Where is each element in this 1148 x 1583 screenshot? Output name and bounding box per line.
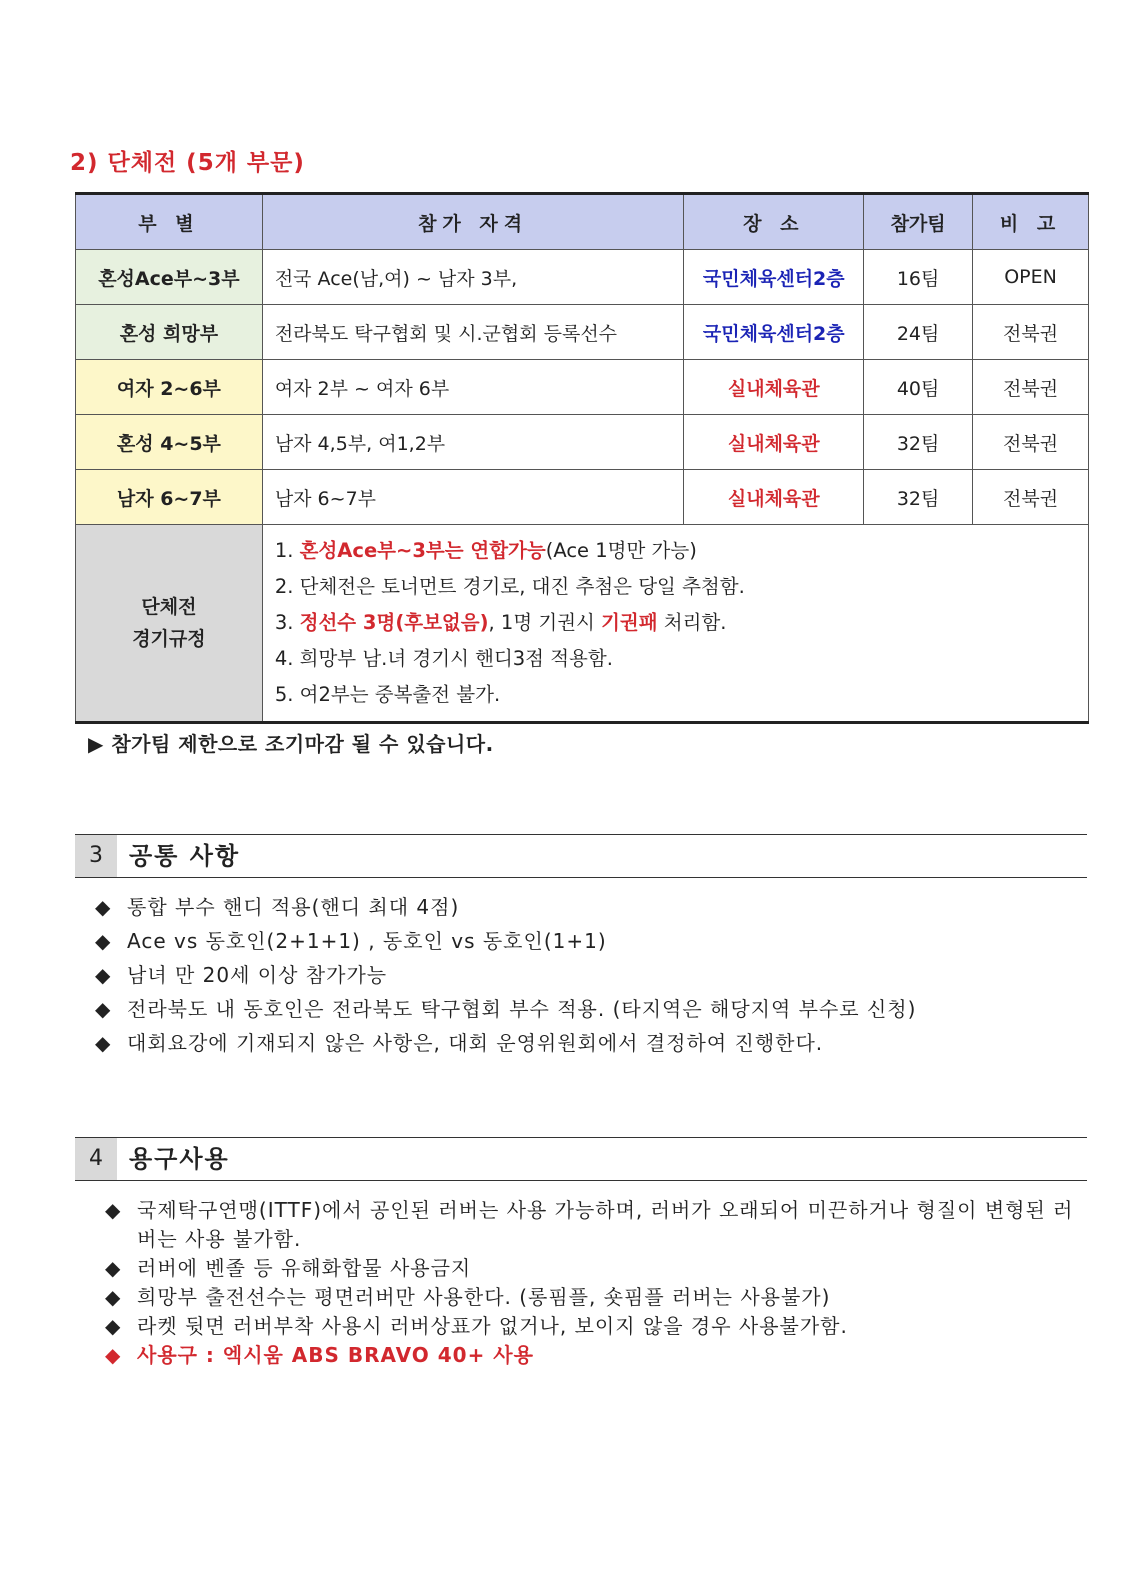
table-header-row [76,194,1089,250]
venue-cell: 실내체육관 [684,415,864,470]
list-item: ◆ Ace vs 동호인(2+1+1) , 동호인 vs 동호인(1+1) [95,924,916,958]
rule-highlight: 혼성Ace부~3부는 연합가능 [299,539,546,562]
rule-item [275,533,1076,569]
list-item: ◆ 사용구 : 엑시움 ABS BRAVO 40+ 사용 [105,1341,1090,1370]
header-venue: 장 소 [684,194,864,250]
section-3-header [75,834,1087,878]
rule-item: 5. 여2부는 중복출전 불가. [274,683,501,706]
teams-cell: 24팀 [864,305,973,360]
section-number: 4 [75,1138,117,1180]
diamond-bullet-icon: ◆ [95,997,112,1021]
rules-content-cell [262,525,1088,723]
list-item: ◆ 대회요강에 기재되지 않은 사항은, 대회 운영위원회에서 결정하여 진행한다. [95,1026,916,1060]
division-cell: 혼성Ace부~3부 [76,250,263,305]
division-cell: 여자 2~6부 [76,360,263,415]
rules-label-cell [76,525,263,723]
rules-label-line1: 단체전 [141,596,197,618]
section-title: 2) 단체전 (5개 부문) [70,150,305,176]
section-heading: 용구사용 [129,1145,230,1173]
qualification-cell: 남자 4,5부, 여1,2부 [262,415,684,470]
list-item: ◆ 라켓 뒷면 러버부착 사용시 러버상표가 없거나, 보이지 않을 경우 사용불가함. [105,1312,1090,1341]
common-items-list [95,890,916,1060]
venue-cell: 국민체육센터2층 [684,250,864,305]
header-qualification: 참가 자격 [262,194,684,250]
teams-cell: 40팀 [864,360,973,415]
team-event-table [75,192,1089,724]
note-cell: OPEN [973,250,1089,305]
rule-text: (Ace 1명만 가능) [545,539,697,562]
division-cell: 남자 6~7부 [76,470,263,525]
venue-cell: 국민체육센터2층 [684,305,864,360]
teams-cell: 16팀 [864,250,973,305]
division-cell: 혼성 희망부 [76,305,263,360]
venue-cell: 실내체육관 [684,470,864,525]
qualification-cell: 남자 6~7부 [262,470,684,525]
note-cell: 전북권 [973,305,1089,360]
rule-number: 1. [274,539,294,562]
rule-item: 2. 단체전은 토너먼트 경기로, 대진 추첨은 당일 추첨함. [274,575,745,598]
teams-cell: 32팀 [864,470,973,525]
diamond-bullet-icon: ◆ [105,1198,122,1222]
table-row [76,250,1089,305]
teams-cell: 32팀 [864,415,973,470]
list-item: ◆ 남녀 만 20세 이상 참가가능 [95,958,916,992]
rule-item: 4. 희망부 남.녀 경기시 핸디3점 적용함. [274,647,613,670]
rules-label-line2: 경기규정 [132,628,206,650]
rule-highlight: 정선수 3명(후보없음) [299,611,489,634]
table-row [76,470,1089,525]
section-heading: 공통 사항 [129,842,241,870]
equipment-items-list [105,1196,1090,1370]
list-item: ◆ 국제탁구연맹(ITTF)에서 공인된 러버는 사용 가능하며, 러버가 오래되어 미끈하거나 형질이 변형된 러버는 사용 불가함. [105,1196,1090,1254]
venue-cell: 실내체육관 [684,360,864,415]
diamond-bullet-icon: ◆ [105,1343,122,1367]
rules-list [263,525,1088,721]
list-item: ◆ 희망부 출전선수는 평면러버만 사용한다. (롱핌플, 숏핌플 러버는 사용불가) [105,1283,1090,1312]
header-division: 부 별 [76,194,263,250]
qualification-cell: 전국 Ace(남,여) ~ 남자 3부, [262,250,684,305]
rule-highlight: 기권패 [601,611,658,634]
table-row [76,415,1089,470]
diamond-bullet-icon: ◆ [95,929,112,953]
diamond-bullet-icon: ◆ [105,1314,122,1338]
list-item: ◆ 통합 부수 핸디 적용(핸디 최대 4점) [95,890,916,924]
qualification-cell: 전라북도 탁구협회 및 시.군협회 등록선수 [262,305,684,360]
diamond-bullet-icon: ◆ [105,1285,122,1309]
table-row [76,360,1089,415]
note-cell: 전북권 [973,470,1089,525]
rule-text: 처리함. [663,611,727,634]
header-note: 비 고 [973,194,1089,250]
list-item: ◆ 전라북도 내 동호인은 전라북도 탁구협회 부수 적용. (타지역은 해당지역 부수로 신청) [95,992,916,1026]
section-number: 3 [75,835,117,877]
diamond-bullet-icon: ◆ [105,1256,122,1280]
rule-number: 3. [274,611,294,634]
table-row [76,305,1089,360]
rules-row [76,525,1089,723]
list-item: ◆ 러버에 벤졸 등 유해화합물 사용금지 [105,1254,1090,1283]
division-cell: 혼성 4~5부 [76,415,263,470]
diamond-bullet-icon: ◆ [95,963,112,987]
section-4-header [75,1137,1087,1181]
header-teams: 참가팀 [864,194,973,250]
diamond-bullet-icon: ◆ [95,1031,112,1055]
note-cell: 전북권 [973,360,1089,415]
qualification-cell: 여자 2부 ~ 여자 6부 [262,360,684,415]
rule-item [275,605,1076,641]
note-cell: 전북권 [973,415,1089,470]
diamond-bullet-icon: ◆ [95,895,112,919]
rule-text: , 1명 기권시 [488,611,595,634]
early-close-notice: ▶ 참가팀 제한으로 조기마감 될 수 있습니다. [88,732,494,756]
